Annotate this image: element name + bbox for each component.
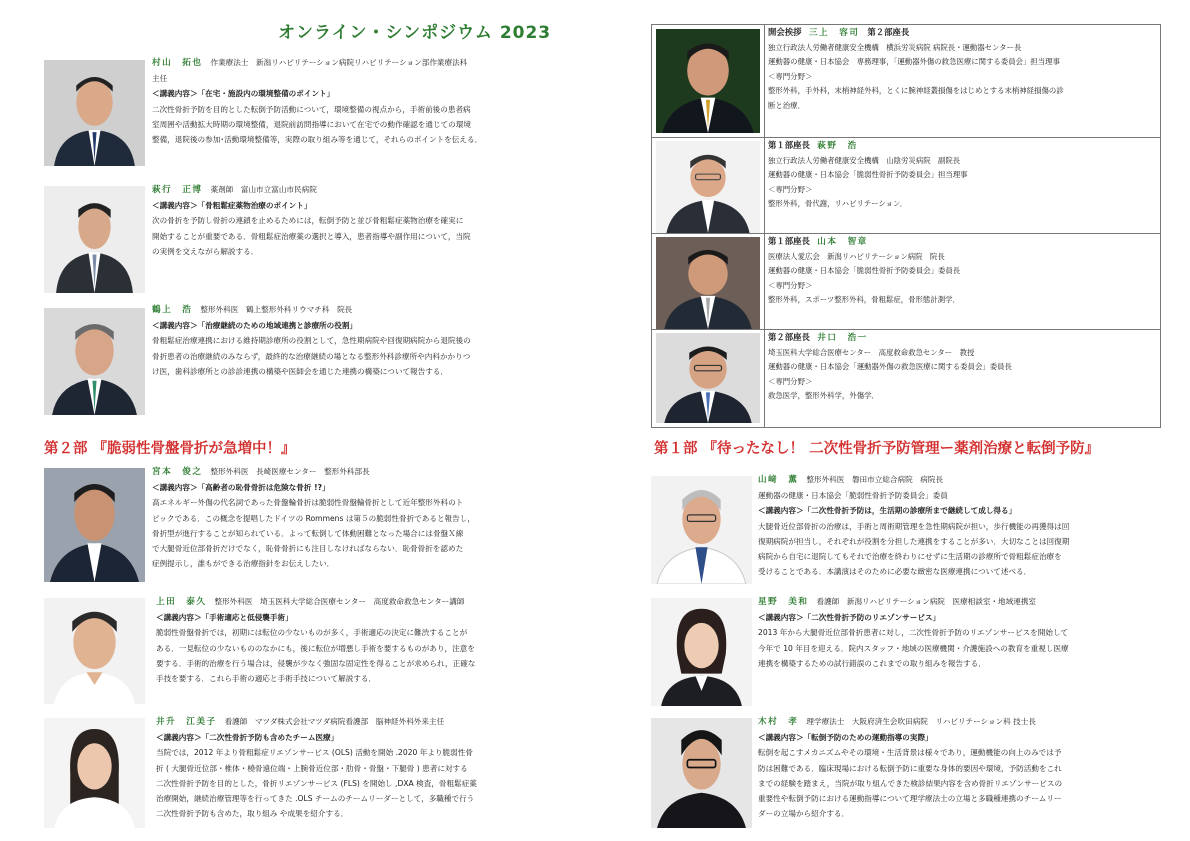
lecture-line: で大腿骨近位部骨折だけでなく，恥骨骨折にも注目しなければならない．恥骨骨折を認めた: [152, 544, 464, 554]
chair-line: 医療法人愛広会 新潟リハビリテーション病院 院長: [768, 251, 945, 261]
speaker-name: 星野 美和: [758, 597, 809, 607]
chair-line: 埼玉医科大学総合医療センター 高度救命救急センター 教授: [768, 347, 975, 357]
entry-hagyo: [152, 182, 552, 259]
entry-miyamoto: [152, 464, 552, 571]
lecture-title: ＜講義内容＞「治療継続のための地域連携と診療所の役割」: [152, 321, 358, 331]
lecture-line: 骨粗鬆症治療連携における維持期診療所の役割として，急性期病院や回復期病院から退院後の: [152, 336, 471, 346]
entry-kimura: [758, 714, 1160, 821]
table-divider: [764, 25, 765, 427]
speaker-photo-ueda: [44, 598, 145, 704]
lecture-line: 当院では，2012 年より骨粗鬆症リエゾンサービス (OLS) 活動を開始 .2020 年より脆弱性骨: [156, 748, 473, 758]
lecture-line: 二次性骨折予防も含めた，取り組み や成果を紹介する．: [156, 809, 349, 819]
lecture-line: 要する．手術的治療を行う場合は，侵襲が少なく強固な固定性を得ることが求められ，正確な: [156, 658, 476, 668]
speaker-affiliation-2: 運動器の健康・日本協会「脆弱性骨折予防委員会」委員: [758, 491, 948, 501]
lecture-line: 骨折型が進行することが知られている．よって転倒して体動困難となった場合には骨盤Ｘ線: [152, 528, 464, 538]
chair-line: 断と治療．: [768, 100, 805, 110]
chair-photo-mikami: [656, 29, 760, 133]
speaker-photo-tsurugami: [44, 308, 145, 415]
chair-line: 独立行政法人労働者健康安全機構 横浜労災病院 病院長・運動器センター長: [768, 42, 1022, 52]
chair-role: 第２部座長: [768, 332, 810, 342]
chair-line: ＜専門分野＞: [768, 184, 813, 194]
lecture-line: 折 ( 大腿骨近位部・椎体・橈骨遠位端・上腕骨近位部・肋骨・骨盤・下腿骨 ) 患者に対する: [156, 763, 468, 773]
lecture-title: ＜講義内容＞「二次性骨折予防も含めたチーム医療」: [156, 733, 339, 743]
entry-imasu: [156, 714, 554, 821]
lecture-line: 高エネルギー外傷の代名詞であった骨盤輪骨折は脆弱性骨盤輪骨折として近年整形外科のト: [152, 498, 464, 508]
speaker-name: 村山 拓也: [152, 58, 203, 68]
chair-name: 三上 容司: [808, 28, 860, 38]
speaker-affiliation: 整形外科医 長崎医療センター 整形外科部長: [210, 467, 370, 476]
speaker-photo-yamazaki: [651, 476, 752, 584]
chair-line: 運動器の健康・日本協会 専務理事，「運動器外傷の救急医療に関する委員会」担当理事: [768, 57, 1060, 67]
speaker-name: 宮本 俊之: [152, 467, 203, 477]
chair-line: 運動器の健康・日本協会「脆弱性骨折予防委員会」担当理事: [768, 170, 968, 180]
entry-ueda: [156, 594, 554, 686]
chair-line: 整形外科，骨代謝，リハビリテーション．: [768, 199, 908, 209]
chair-line: ＜専門分野＞: [768, 376, 813, 386]
lecture-line: ダーの立場から紹介する．: [758, 809, 850, 819]
lecture-title: ＜講義内容＞「二次性骨折予防のリエゾンサービス」: [758, 613, 941, 623]
lecture-line: 受けることである．本講演はそのために必要な緻密な医療連携について述べる．: [758, 567, 1032, 577]
lecture-line: 骨折患者の治療継続のみならず，最終的な治療継続の場となる整形外科診療所や内科かかりつ: [152, 351, 471, 361]
lecture-line: 今年で 10 年目を迎える．院内スタッフ・地域の医療機関・介護施設への教育を重視し医療: [758, 643, 1069, 653]
chair-line: ＜専門分野＞: [768, 71, 813, 81]
lecture-line: 次の骨折を予防し骨折の連鎖を止めるためには，転倒予防と並び骨粗鬆症薬物治療を確実に: [152, 216, 464, 226]
lecture-title: ＜講義内容＞「高齢者の恥骨骨折は危険な骨折 !?」: [152, 483, 330, 493]
lecture-title: ＜講義内容＞「在宅・施設内の環境整備のポイント」: [152, 89, 335, 99]
chair-photo-iguchi: [656, 333, 760, 423]
speaker-photo-hoshino: [651, 598, 752, 706]
chair-info-iguchi: [768, 330, 1154, 404]
chair-role-2: 第２部座長: [867, 27, 910, 37]
lecture-title: ＜講義内容＞「骨粗鬆症薬物治療のポイント」: [152, 201, 312, 211]
chair-name: 井口 浩一: [817, 333, 868, 343]
section-1-heading: 第１部 『待ったなし！ 二次性骨折予防管理ー薬剤治療と転倒予防』: [654, 441, 1100, 457]
speaker-name: 木村 孝: [758, 717, 799, 727]
entry-tsurugami: [152, 302, 552, 379]
chair-line: 独立行政法人労働者健康安全機構 山陰労災病院 副院長: [768, 155, 961, 165]
speaker-affiliation: 整形外科医 埼玉医科大学総合医療センター 高度救命救急センター講師: [214, 597, 465, 606]
entry-murayama: [152, 55, 552, 147]
lecture-line: 症例提示し，誰もができる治療指針をお伝えしたい．: [152, 559, 335, 569]
speaker-affiliation: 看護師 マツダ株式会社マツダ病院看護部 脳神経外科外来主任: [224, 717, 445, 726]
lecture-line: 2013 年から大腿骨近位部骨折患者に対し，二次性骨折予防のリエゾンサービスを開始して: [758, 628, 1069, 638]
chairs-table: [651, 24, 1161, 428]
chair-line: 救急医学，整形外科学，外傷学．: [768, 391, 879, 401]
chair-role: 第１部座長: [768, 236, 810, 246]
chair-name: 山本 智章: [817, 237, 868, 247]
lecture-line: までの経験を踏まえ，当院が取り組んできた検診結果内容を含め骨折リエゾンサービスの: [758, 778, 1063, 788]
chair-info-hagino: [768, 138, 1154, 212]
lecture-line: 二次性骨折予防を目的とした，骨折リエゾンサービス (FLS) を開始し ,DXA 検査，骨粗鬆症薬: [156, 778, 477, 788]
lecture-line: 連携を構築するための試行錯誤のこれまでの取り組みを報告する．: [758, 658, 986, 668]
speaker-photo-miyamoto: [44, 468, 145, 582]
chair-name: 萩野 浩: [817, 141, 858, 151]
entry-hoshino: [758, 594, 1160, 671]
speaker-affiliation: 看護師 新潟リハビリテーション病院 医療相談室・地域連携室: [816, 597, 1037, 606]
lecture-line: 病院から自宅に退院してもそれで治療を終わりにせずに生活期の診療所で骨粗鬆症治療を: [758, 552, 1062, 562]
chair-role: 第１部座長: [768, 140, 810, 150]
lecture-line: 転倒を起こすメカニズムやその環境・生活背景は様々であり，運動機能の向上のみでは予: [758, 748, 1062, 758]
speaker-affiliation-2: 主任: [152, 74, 168, 84]
lecture-title: ＜講義内容＞「手術適応と低侵襲手術」: [156, 613, 293, 623]
speaker-affiliation: 理学療法士 大阪府済生会吹田病院 リハビリテーション科 技士長: [806, 717, 1036, 726]
chair-role: 開会挨拶: [768, 27, 802, 37]
speaker-name: 鶴上 浩: [152, 305, 193, 315]
speaker-photo-murayama: [44, 60, 145, 166]
lecture-line: 防は困難である．臨床現場における転倒予防に重要な身体的要因や環境，予防活動をこれ: [758, 763, 1062, 773]
page-title: オンライン・シンポジウム 2023: [278, 23, 552, 43]
lecture-line: 開始することが重要である．骨粗鬆症治療薬の選択と導入，患者指導や副作用について，当院: [152, 231, 471, 241]
entry-yamazaki: [758, 472, 1160, 579]
speaker-name: 萩行 正博: [152, 185, 203, 195]
lecture-line: 整備，退院後の参加･活動環境整備等，実際の取り組み等を通じて，それらのポイントを伝える．: [152, 135, 483, 145]
chair-photo-hagino: [656, 141, 760, 233]
section-2-heading: 第２部 『脆弱性骨盤骨折が急増中！』: [44, 441, 296, 457]
chair-info-mikami: [768, 25, 1154, 114]
speaker-photo-hagyo: [44, 186, 145, 293]
lecture-line: 室周囲や活動拡大時期の環境整備，退院前訪問指導において在宅での動作確認を通じての環境: [152, 119, 471, 129]
lecture-line: 復期病院が担当し，それぞれが役割を分担した連携をすることが多い．大切なことは回復期: [758, 536, 1070, 546]
lecture-line: ある．一見転位の少ないもののなかにも，後に転位が増悪し手術を要するものがあり，注意を: [156, 643, 475, 653]
chair-line: 整形外科，スポーツ整形外科，骨粗鬆症，骨形態計測学．: [768, 295, 960, 305]
chair-line: 整形外科，手外科，末梢神経外科，とくに腕神経叢損傷をはじめとする末梢神経損傷の診: [768, 86, 1064, 96]
lecture-line: 大腿骨近位部骨折の治療は，手術と周術期管理を急性期病院が担い，歩行機能の再獲得は回: [758, 521, 1070, 531]
lecture-title: ＜講義内容＞「転倒予防のための運動指導の実際」: [758, 733, 933, 743]
speaker-photo-imasu: [44, 718, 145, 828]
speaker-affiliation: 整形外科医 鶴上整形外科リウマチ科 院長: [200, 305, 353, 314]
lecture-line: 脆弱性骨盤骨折では，初期には転位の少ないものが多く，手術適応の決定に難渋することが: [156, 628, 468, 638]
chair-line: 運動器の健康・日本協会「脆弱性骨折予防委員会」委員長: [768, 266, 961, 276]
lecture-line: の実例を交えながら解説する．: [152, 246, 259, 256]
chair-line: 運動器の健康・日本協会「運動器外傷の救急医療に関する委員会」委員長: [768, 362, 1012, 372]
speaker-name: 井升 江美子: [156, 717, 217, 727]
speaker-name: 山﨑 薫: [758, 475, 799, 485]
speaker-affiliation: 作業療法士 新潟リハビリテーション病院リハビリテーション部作業療法科: [210, 58, 468, 67]
speaker-affiliation: 整形外科医 磐田市立総合病院 病院長: [806, 475, 944, 484]
speaker-name: 上田 泰久: [156, 597, 207, 607]
lecture-line: 重要性や転倒予防における運動指導について理学療法士の立場と多職種連携のチームリー: [758, 794, 1062, 804]
speaker-affiliation: 薬剤師 富山市立富山市民病院: [210, 185, 317, 194]
chair-line: ＜専門分野＞: [768, 280, 813, 290]
lecture-title: ＜講義内容＞「二次性骨折予防は，生活期の診療所まで継続して成し得る」: [758, 506, 1017, 516]
chair-photo-yamamoto: [656, 237, 760, 329]
lecture-line: け医，歯科診療所との診診連携の構築や医師会を通じた連携の構築について報告する．: [152, 366, 448, 376]
speaker-photo-kimura: [651, 718, 752, 828]
lecture-line: 二次性骨折予防を目的とした転倒予防活動について，環境整備の視点から，手術前後の患者病: [152, 104, 471, 114]
chair-info-yamamoto: [768, 234, 1154, 308]
lecture-line: 治療開始，継続治療管理等を行ってきた .OLS チームのチームリーダーとして，多職種で行う: [156, 794, 475, 804]
lecture-line: 手技を要する．これら手術の適応と手術手技について解説する．: [156, 674, 377, 684]
lecture-line: ピックである．この概念を提唱したドイツの Rommens は第５の脆弱性骨折であると報告し，: [152, 513, 475, 523]
